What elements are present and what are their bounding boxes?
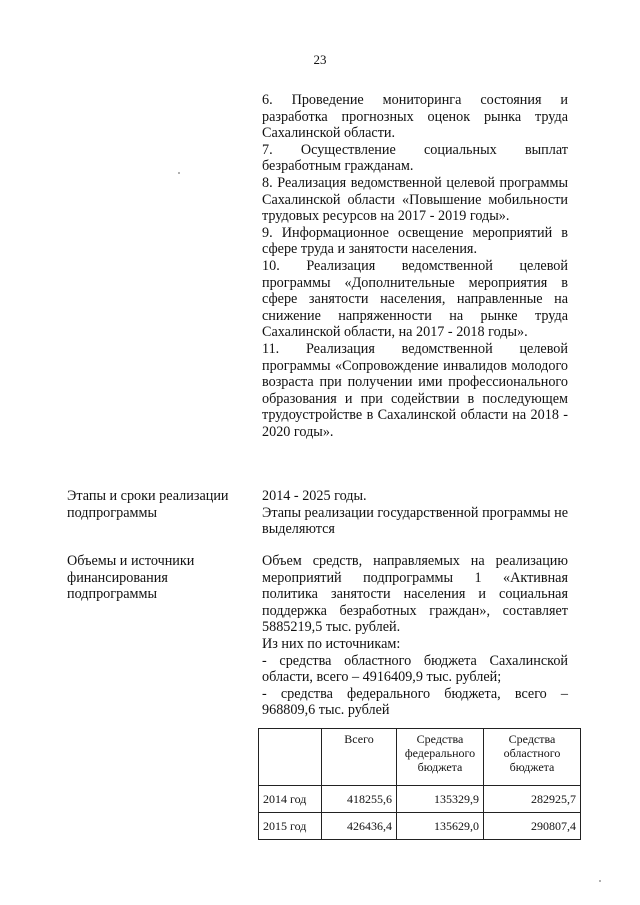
table-header-cell: Средства областного бюджета xyxy=(484,729,581,786)
table-cell: 426436,4 xyxy=(322,813,397,840)
goal-item: 9. Информационное освещение мероприятий в сфере труда и занятости населения. xyxy=(262,224,568,258)
goal-item: 10. Реализация ведомственной целевой программы «Дополнительные мероприятия в сфере занятости населения, направленные на снижение напряженности на рынке труда Сахалинской области, на 2017 - 2018 годы». xyxy=(262,257,568,341)
stages-note: Этапы реализации государственной программы не выделяются xyxy=(262,504,568,538)
table-header-row xyxy=(259,729,581,786)
goal-item: 6. Проведение мониторинга состояния и разработка прогнозных оценок рынка труда Сахалинской области. xyxy=(262,92,568,142)
stages-period: 2014 - 2025 годы. xyxy=(262,488,367,504)
goals-list xyxy=(262,92,568,440)
finance-label: Объемы и источники финансирования подпрограммы xyxy=(67,553,195,603)
table-cell: 418255,6 xyxy=(322,786,397,813)
table-row xyxy=(259,813,581,840)
scan-speck xyxy=(178,172,180,174)
table-cell: 135629,0 xyxy=(397,813,484,840)
finance-total: Объем средств, направляемых на реализацию мероприятий подпрограммы 1 «Активная политика занятости населения и социальная поддержка безработных граждан», составляет 5885219,5 тыс. рублей. xyxy=(262,553,568,636)
goal-item: 8. Реализация ведомственной целевой программы Сахалинской области «Повышение мобильности трудовых ресурсов на 2017 - 2019 годы». xyxy=(262,174,568,225)
table-cell-year: 2015 год xyxy=(259,813,322,840)
scan-speck xyxy=(599,880,601,882)
stages-value xyxy=(262,488,568,538)
table-cell: 282925,7 xyxy=(484,786,581,813)
goal-item: 7. Осуществление социальных выплат безработным гражданам. xyxy=(262,141,568,175)
table-header-cell: Средства федерального бюджета xyxy=(397,729,484,786)
finance-regional-budget: - средства областного бюджета Сахалинской области, всего – 4916409,9 тыс. рублей; xyxy=(262,652,568,686)
table-row xyxy=(259,786,581,813)
page-number: 23 xyxy=(313,52,327,67)
finance-value xyxy=(262,553,568,719)
table-cell: 135329,9 xyxy=(397,786,484,813)
finance-federal-budget: - средства федерального бюджета, всего – 968809,6 тыс. рублей xyxy=(262,685,568,719)
table-header-cell: Всего xyxy=(322,729,397,786)
goal-item: 11. Реализация ведомственной целевой программы «Сопровождение инвалидов молодого возраста при получении ими профессионального образования и при содействии в последующем трудоустройстве в Сахалинской области на 2018 - 2020 годы». xyxy=(262,340,568,440)
finance-table xyxy=(258,728,581,840)
table-cell-year: 2014 год xyxy=(259,786,322,813)
table-header-cell xyxy=(259,729,322,786)
finance-sources-heading: Из них по источникам: xyxy=(262,635,401,652)
table-cell: 290807,4 xyxy=(484,813,581,840)
stages-label: Этапы и сроки реализации подпрограммы xyxy=(67,488,229,521)
